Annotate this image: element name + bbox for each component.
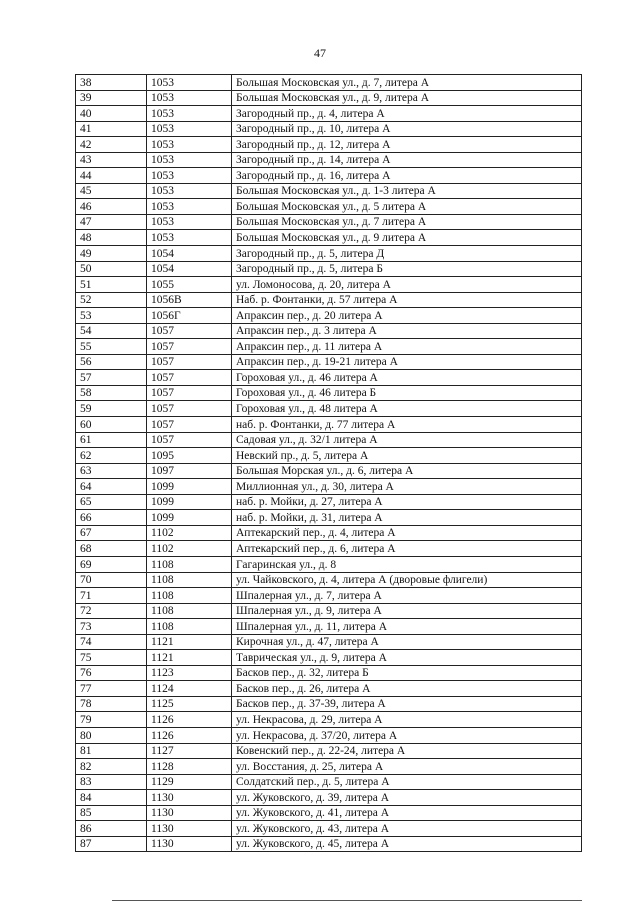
row-number-cell: 86: [76, 821, 147, 837]
row-number-cell: 76: [76, 665, 147, 681]
row-number-cell: 65: [76, 494, 147, 510]
block-number-cell: 1130: [147, 790, 232, 806]
table-row: [76, 417, 582, 433]
row-number-cell: 56: [76, 354, 147, 370]
table-row: [76, 634, 582, 650]
row-number-cell: 71: [76, 588, 147, 604]
table-row: [76, 354, 582, 370]
table-row: [76, 619, 582, 635]
table-row: [76, 448, 582, 464]
block-number-cell: 1057: [147, 339, 232, 355]
row-number-cell: 74: [76, 634, 147, 650]
address-cell: наб. р. Фонтанки, д. 77 литера А: [232, 417, 582, 433]
row-number-cell: 77: [76, 681, 147, 697]
row-number-cell: 49: [76, 246, 147, 262]
table-row: [76, 603, 582, 619]
row-number-cell: 79: [76, 712, 147, 728]
address-cell: Загородный пр., д. 14, литера А: [232, 152, 582, 168]
table-row: [76, 727, 582, 743]
table-row: [76, 183, 582, 199]
block-number-cell: 1057: [147, 370, 232, 386]
block-number-cell: 1057: [147, 401, 232, 417]
address-cell: Большая Московская ул., д. 5 литера А: [232, 199, 582, 215]
address-cell: Апраксин пер., д. 19-21 литера А: [232, 354, 582, 370]
block-number-cell: 1095: [147, 448, 232, 464]
row-number-cell: 82: [76, 759, 147, 775]
address-cell: Шпалерная ул., д. 7, литера А: [232, 588, 582, 604]
address-cell: Большая Московская ул., д. 7 литера А: [232, 214, 582, 230]
row-number-cell: 46: [76, 199, 147, 215]
address-cell: Солдатский пер., д. 5, литера А: [232, 774, 582, 790]
block-number-cell: 1125: [147, 696, 232, 712]
table-row: [76, 821, 582, 837]
address-cell: ул. Жуковского, д. 45, литера А: [232, 836, 582, 852]
table-row: [76, 277, 582, 293]
address-cell: Большая Московская ул., д. 9 литера А: [232, 230, 582, 246]
row-number-cell: 58: [76, 385, 147, 401]
block-number-cell: 1102: [147, 541, 232, 557]
address-cell: Гороховая ул., д. 48 литера А: [232, 401, 582, 417]
block-number-cell: 1130: [147, 836, 232, 852]
block-number-cell: 1053: [147, 137, 232, 153]
table-row: [76, 479, 582, 495]
address-cell: ул. Чайковского, д. 4, литера А (дворовые флигели): [232, 572, 582, 588]
row-number-cell: 67: [76, 525, 147, 541]
row-number-cell: 85: [76, 805, 147, 821]
row-number-cell: 53: [76, 308, 147, 324]
address-cell: ул. Жуковского, д. 41, литера А: [232, 805, 582, 821]
table-row: [76, 246, 582, 262]
row-number-cell: 38: [76, 75, 147, 91]
block-number-cell: 1108: [147, 556, 232, 572]
row-number-cell: 47: [76, 214, 147, 230]
row-number-cell: 41: [76, 121, 147, 137]
block-number-cell: 1053: [147, 230, 232, 246]
address-cell: Ковенский пер., д. 22-24, литера А: [232, 743, 582, 759]
block-number-cell: 1054: [147, 261, 232, 277]
address-cell: ул. Жуковского, д. 43, литера А: [232, 821, 582, 837]
table-row: [76, 261, 582, 277]
table-row: [76, 75, 582, 91]
block-number-cell: 1053: [147, 90, 232, 106]
row-number-cell: 52: [76, 292, 147, 308]
table-row: [76, 805, 582, 821]
table-row: [76, 339, 582, 355]
block-number-cell: 1099: [147, 479, 232, 495]
address-cell: Апраксин пер., д. 3 литера А: [232, 323, 582, 339]
address-cell: ул. Некрасова, д. 37/20, литера А: [232, 727, 582, 743]
table-row: [76, 541, 582, 557]
address-cell: ул. Ломоносова, д. 20, литера А: [232, 277, 582, 293]
address-table: [75, 74, 582, 852]
row-number-cell: 72: [76, 603, 147, 619]
block-number-cell: 1053: [147, 121, 232, 137]
address-cell: Садовая ул., д. 32/1 литера А: [232, 432, 582, 448]
block-number-cell: 1053: [147, 168, 232, 184]
block-number-cell: 1123: [147, 665, 232, 681]
block-number-cell: 1056Г: [147, 308, 232, 324]
address-cell: Басков пер., д. 32, литера Б: [232, 665, 582, 681]
table-row: [76, 323, 582, 339]
block-number-cell: 1055: [147, 277, 232, 293]
row-number-cell: 51: [76, 277, 147, 293]
table-row: [76, 152, 582, 168]
table-row: [76, 463, 582, 479]
block-number-cell: 1124: [147, 681, 232, 697]
table-row: [76, 494, 582, 510]
address-cell: Загородный пр., д. 12, литера А: [232, 137, 582, 153]
table-row: [76, 230, 582, 246]
row-number-cell: 39: [76, 90, 147, 106]
table-row: [76, 790, 582, 806]
table-row: [76, 743, 582, 759]
address-cell: Большая Московская ул., д. 7, литера А: [232, 75, 582, 91]
table-row: [76, 681, 582, 697]
address-cell: Миллионная ул., д. 30, литера А: [232, 479, 582, 495]
table-row: [76, 121, 582, 137]
block-number-cell: 1108: [147, 572, 232, 588]
address-cell: наб. р. Мойки, д. 31, литера А: [232, 510, 582, 526]
block-number-cell: 1130: [147, 805, 232, 821]
block-number-cell: 1053: [147, 183, 232, 199]
block-number-cell: 1057: [147, 354, 232, 370]
block-number-cell: 1053: [147, 199, 232, 215]
address-cell: Наб. р. Фонтанки, д. 57 литера А: [232, 292, 582, 308]
address-cell: Гороховая ул., д. 46 литера А: [232, 370, 582, 386]
block-number-cell: 1057: [147, 432, 232, 448]
address-table-body: [76, 75, 582, 852]
address-cell: Гороховая ул., д. 46 литера Б: [232, 385, 582, 401]
block-number-cell: 1121: [147, 634, 232, 650]
block-number-cell: 1108: [147, 603, 232, 619]
address-cell: Загородный пр., д. 5, литера Д: [232, 246, 582, 262]
table-row: [76, 385, 582, 401]
row-number-cell: 55: [76, 339, 147, 355]
address-cell: Басков пер., д. 37-39, литера А: [232, 696, 582, 712]
address-cell: Аптекарский пер., д. 4, литера А: [232, 525, 582, 541]
table-row: [76, 572, 582, 588]
address-cell: Невский пр., д. 5, литера А: [232, 448, 582, 464]
row-number-cell: 69: [76, 556, 147, 572]
table-row: [76, 665, 582, 681]
address-cell: Кирочная ул., д. 47, литера А: [232, 634, 582, 650]
block-number-cell: 1121: [147, 650, 232, 666]
table-row: [76, 214, 582, 230]
table-row: [76, 370, 582, 386]
row-number-cell: 81: [76, 743, 147, 759]
block-number-cell: 1053: [147, 152, 232, 168]
row-number-cell: 78: [76, 696, 147, 712]
address-cell: Аптекарский пер., д. 6, литера А: [232, 541, 582, 557]
address-cell: Апраксин пер., д. 11 литера А: [232, 339, 582, 355]
table-row: [76, 525, 582, 541]
block-number-cell: 1130: [147, 821, 232, 837]
block-number-cell: 1057: [147, 417, 232, 433]
block-number-cell: 1053: [147, 214, 232, 230]
table-row: [76, 774, 582, 790]
row-number-cell: 87: [76, 836, 147, 852]
table-row: [76, 712, 582, 728]
row-number-cell: 83: [76, 774, 147, 790]
row-number-cell: 61: [76, 432, 147, 448]
table-row: [76, 106, 582, 122]
table-row: [76, 292, 582, 308]
address-cell: Гагаринская ул., д. 8: [232, 556, 582, 572]
row-number-cell: 73: [76, 619, 147, 635]
row-number-cell: 68: [76, 541, 147, 557]
table-row: [76, 90, 582, 106]
block-number-cell: 1108: [147, 588, 232, 604]
table-row: [76, 836, 582, 852]
block-number-cell: 1102: [147, 525, 232, 541]
table-row: [76, 432, 582, 448]
address-cell: Загородный пр., д. 5, литера Б: [232, 261, 582, 277]
row-number-cell: 75: [76, 650, 147, 666]
block-number-cell: 1126: [147, 712, 232, 728]
address-cell: Большая Московская ул., д. 9, литера А: [232, 90, 582, 106]
row-number-cell: 45: [76, 183, 147, 199]
table-row: [76, 401, 582, 417]
row-number-cell: 64: [76, 479, 147, 495]
table-row: [76, 199, 582, 215]
table-row: [76, 556, 582, 572]
block-number-cell: 1127: [147, 743, 232, 759]
address-cell: Апраксин пер., д. 20 литера А: [232, 308, 582, 324]
block-number-cell: 1053: [147, 106, 232, 122]
address-cell: Шпалерная ул., д. 9, литера А: [232, 603, 582, 619]
block-number-cell: 1099: [147, 494, 232, 510]
address-cell: Загородный пр., д. 16, литера А: [232, 168, 582, 184]
block-number-cell: 1056В: [147, 292, 232, 308]
block-number-cell: 1097: [147, 463, 232, 479]
block-number-cell: 1128: [147, 759, 232, 775]
page-number: 47: [314, 46, 326, 60]
block-number-cell: 1054: [147, 246, 232, 262]
block-number-cell: 1126: [147, 727, 232, 743]
address-cell: наб. р. Мойки, д. 27, литера А: [232, 494, 582, 510]
address-cell: Шпалерная ул., д. 11, литера А: [232, 619, 582, 635]
address-cell: Большая Морская ул., д. 6, литера А: [232, 463, 582, 479]
address-cell: ул. Некрасова, д. 29, литера А: [232, 712, 582, 728]
row-number-cell: 42: [76, 137, 147, 153]
table-row: [76, 696, 582, 712]
address-cell: ул. Восстания, д. 25, литера А: [232, 759, 582, 775]
block-number-cell: 1057: [147, 323, 232, 339]
row-number-cell: 66: [76, 510, 147, 526]
block-number-cell: 1099: [147, 510, 232, 526]
block-number-cell: 1053: [147, 75, 232, 91]
table-row: [76, 137, 582, 153]
table-row: [76, 588, 582, 604]
row-number-cell: 50: [76, 261, 147, 277]
table-row: [76, 168, 582, 184]
block-number-cell: 1057: [147, 385, 232, 401]
table-row: [76, 650, 582, 666]
address-cell: Таврическая ул., д. 9, литера А: [232, 650, 582, 666]
row-number-cell: 63: [76, 463, 147, 479]
row-number-cell: 60: [76, 417, 147, 433]
address-cell: Загородный пр., д. 4, литера А: [232, 106, 582, 122]
table-row: [76, 759, 582, 775]
block-number-cell: 1108: [147, 619, 232, 635]
row-number-cell: 57: [76, 370, 147, 386]
address-cell: ул. Жуковского, д. 39, литера А: [232, 790, 582, 806]
row-number-cell: 70: [76, 572, 147, 588]
address-cell: Большая Московская ул., д. 1-3 литера А: [232, 183, 582, 199]
row-number-cell: 54: [76, 323, 147, 339]
block-number-cell: 1129: [147, 774, 232, 790]
row-number-cell: 62: [76, 448, 147, 464]
row-number-cell: 59: [76, 401, 147, 417]
address-cell: Басков пер., д. 26, литера А: [232, 681, 582, 697]
row-number-cell: 43: [76, 152, 147, 168]
row-number-cell: 40: [76, 106, 147, 122]
row-number-cell: 44: [76, 168, 147, 184]
row-number-cell: 80: [76, 727, 147, 743]
scan-edge-line: [112, 900, 582, 901]
table-row: [76, 308, 582, 324]
row-number-cell: 48: [76, 230, 147, 246]
table-row: [76, 510, 582, 526]
row-number-cell: 84: [76, 790, 147, 806]
address-cell: Загородный пр., д. 10, литера А: [232, 121, 582, 137]
